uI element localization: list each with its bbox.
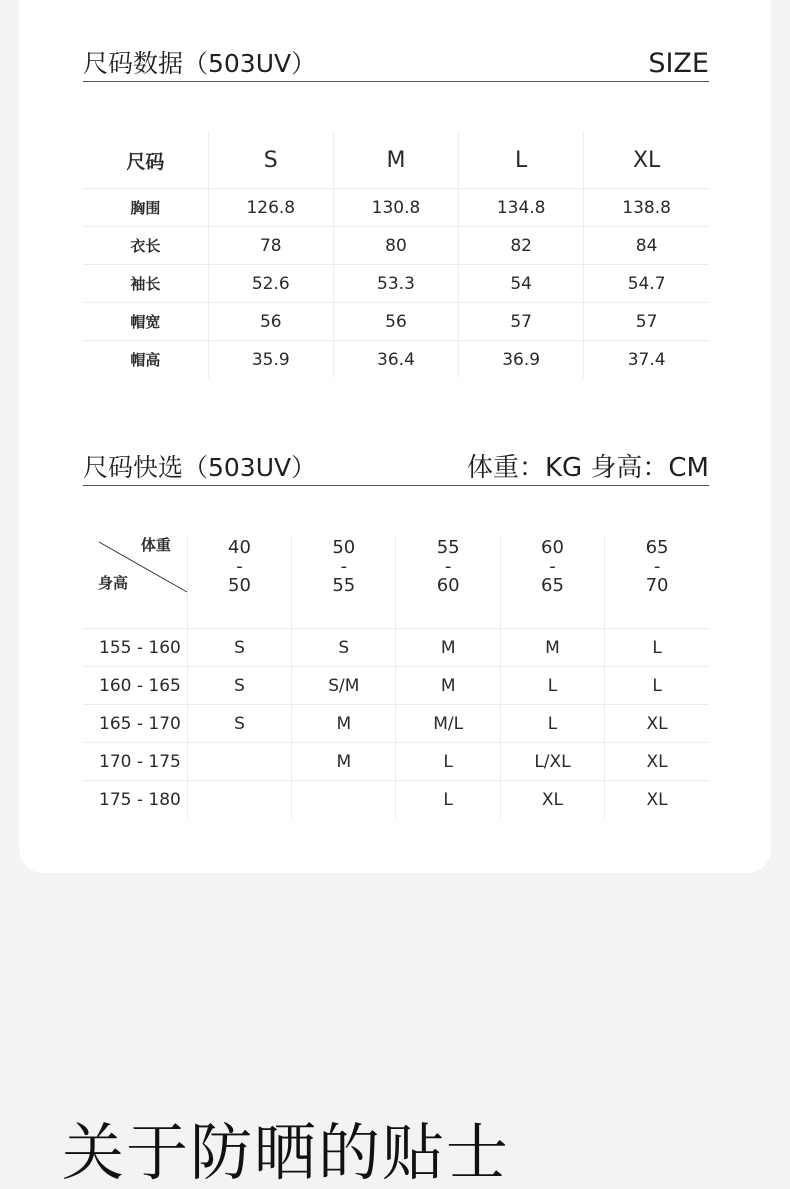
size-pick: [187, 781, 291, 819]
size-pick: XL: [605, 705, 709, 743]
measure-label: 帽宽: [83, 303, 208, 341]
measure-value: 130.8: [333, 189, 458, 227]
size-pick: XL: [605, 743, 709, 781]
weight-to: 55: [332, 575, 356, 596]
measure-value: 138.8: [584, 189, 709, 227]
height-range: 165 - 170: [83, 705, 187, 743]
measure-value: 57: [459, 303, 584, 341]
size-pick: L: [500, 667, 604, 705]
size-pick: L/XL: [500, 743, 604, 781]
measure-value: 36.4: [333, 341, 458, 379]
size-pick: S: [187, 705, 291, 743]
size-row-hood-height: [83, 341, 709, 379]
size-row-chest: [83, 189, 709, 227]
size-pick: XL: [500, 781, 604, 819]
weight-to: 70: [645, 575, 669, 596]
measure-value: 54: [459, 265, 584, 303]
size-data-table: [83, 132, 709, 378]
height-range: 160 - 165: [83, 667, 187, 705]
size-pick: S/M: [292, 667, 396, 705]
weight-dash: -: [340, 556, 348, 577]
size-col-header: M: [333, 132, 458, 189]
measure-value: 37.4: [584, 341, 709, 379]
units-label: 体重：KG 身高：CM: [466, 453, 709, 483]
measure-value: 84: [584, 227, 709, 265]
measure-value: 134.8: [459, 189, 584, 227]
size-pick: S: [292, 629, 396, 667]
height-range: 170 - 175: [83, 743, 187, 781]
size-pick: S: [187, 667, 291, 705]
measure-value: 80: [333, 227, 458, 265]
height-row: [83, 743, 709, 781]
measure-value: 82: [459, 227, 584, 265]
corner-height-label: 身高: [98, 574, 129, 592]
height-row: [83, 781, 709, 819]
weight-from: 55: [436, 537, 460, 558]
size-label: SIZE: [648, 48, 709, 79]
size-pick: M/L: [396, 705, 500, 743]
size-data-header: [83, 33, 709, 82]
size-pick: S: [187, 629, 291, 667]
height-row: [83, 629, 709, 667]
measure-value: 53.3: [333, 265, 458, 303]
weight-range-header: [292, 536, 396, 629]
corner-cell: [83, 536, 187, 629]
height-row: [83, 667, 709, 705]
quick-select-header: [83, 437, 709, 486]
size-pick: [292, 781, 396, 819]
size-pick: [187, 743, 291, 781]
height-row: [83, 705, 709, 743]
size-pick: M: [292, 705, 396, 743]
size-col-header: S: [208, 132, 333, 189]
weight-dash: -: [549, 556, 556, 577]
measure-value: 56: [208, 303, 333, 341]
weight-to: 60: [436, 575, 460, 596]
weight-from: 60: [541, 537, 564, 558]
size-pick: L: [396, 781, 500, 819]
weight-to: 65: [541, 575, 564, 596]
size-pick: M: [292, 743, 396, 781]
measure-value: 56: [333, 303, 458, 341]
weight-range-header: [605, 536, 709, 629]
measure-label: 袖长: [83, 265, 208, 303]
height-range: 175 - 180: [83, 781, 187, 819]
height-range: 155 - 160: [83, 629, 187, 667]
quick-select-title: 尺码快选（503UV）: [83, 453, 317, 482]
measure-value: 52.6: [208, 265, 333, 303]
measure-value: 78: [208, 227, 333, 265]
measure-value: 36.9: [459, 341, 584, 379]
measure-value: 126.8: [208, 189, 333, 227]
corner-weight-label: 体重: [140, 536, 171, 554]
weight-from: 65: [645, 537, 669, 558]
size-pick: L: [500, 705, 604, 743]
weight-range-header: [187, 536, 291, 629]
weight-range-header: [500, 536, 604, 629]
size-data-title: 尺码数据（503UV）: [83, 49, 317, 78]
size-pick: M: [396, 667, 500, 705]
measure-value: 54.7: [584, 265, 709, 303]
weight-to: 50: [228, 575, 251, 596]
measure-label: 帽高: [83, 341, 208, 379]
weight-range-header: [396, 536, 500, 629]
weight-dash: -: [444, 556, 452, 577]
size-row-sleeve: [83, 265, 709, 303]
size-col-header: L: [459, 132, 584, 189]
size-pick: L: [396, 743, 500, 781]
size-pick: M: [500, 629, 604, 667]
weight-dash: -: [236, 556, 243, 577]
measure-label: 胸围: [83, 189, 208, 227]
size-pick: L: [605, 629, 709, 667]
size-corner-label: 尺码: [126, 150, 165, 173]
size-pick: XL: [605, 781, 709, 819]
weight-from: 50: [332, 537, 356, 558]
size-header-row: [83, 132, 709, 189]
weight-header-row: [83, 536, 709, 629]
size-row-hood-width: [83, 303, 709, 341]
measure-value: 57: [584, 303, 709, 341]
weight-from: 40: [228, 537, 251, 558]
size-pick: L: [605, 667, 709, 705]
size-pick: M: [396, 629, 500, 667]
size-col-header: XL: [584, 132, 709, 189]
weight-dash: -: [653, 556, 661, 577]
measure-label: 衣长: [83, 227, 208, 265]
quick-select-table: [83, 536, 709, 818]
sun-protection-tips-title: 关于防晒的贴士: [62, 1116, 511, 1189]
measure-value: 35.9: [208, 341, 333, 379]
size-row-length: [83, 227, 709, 265]
